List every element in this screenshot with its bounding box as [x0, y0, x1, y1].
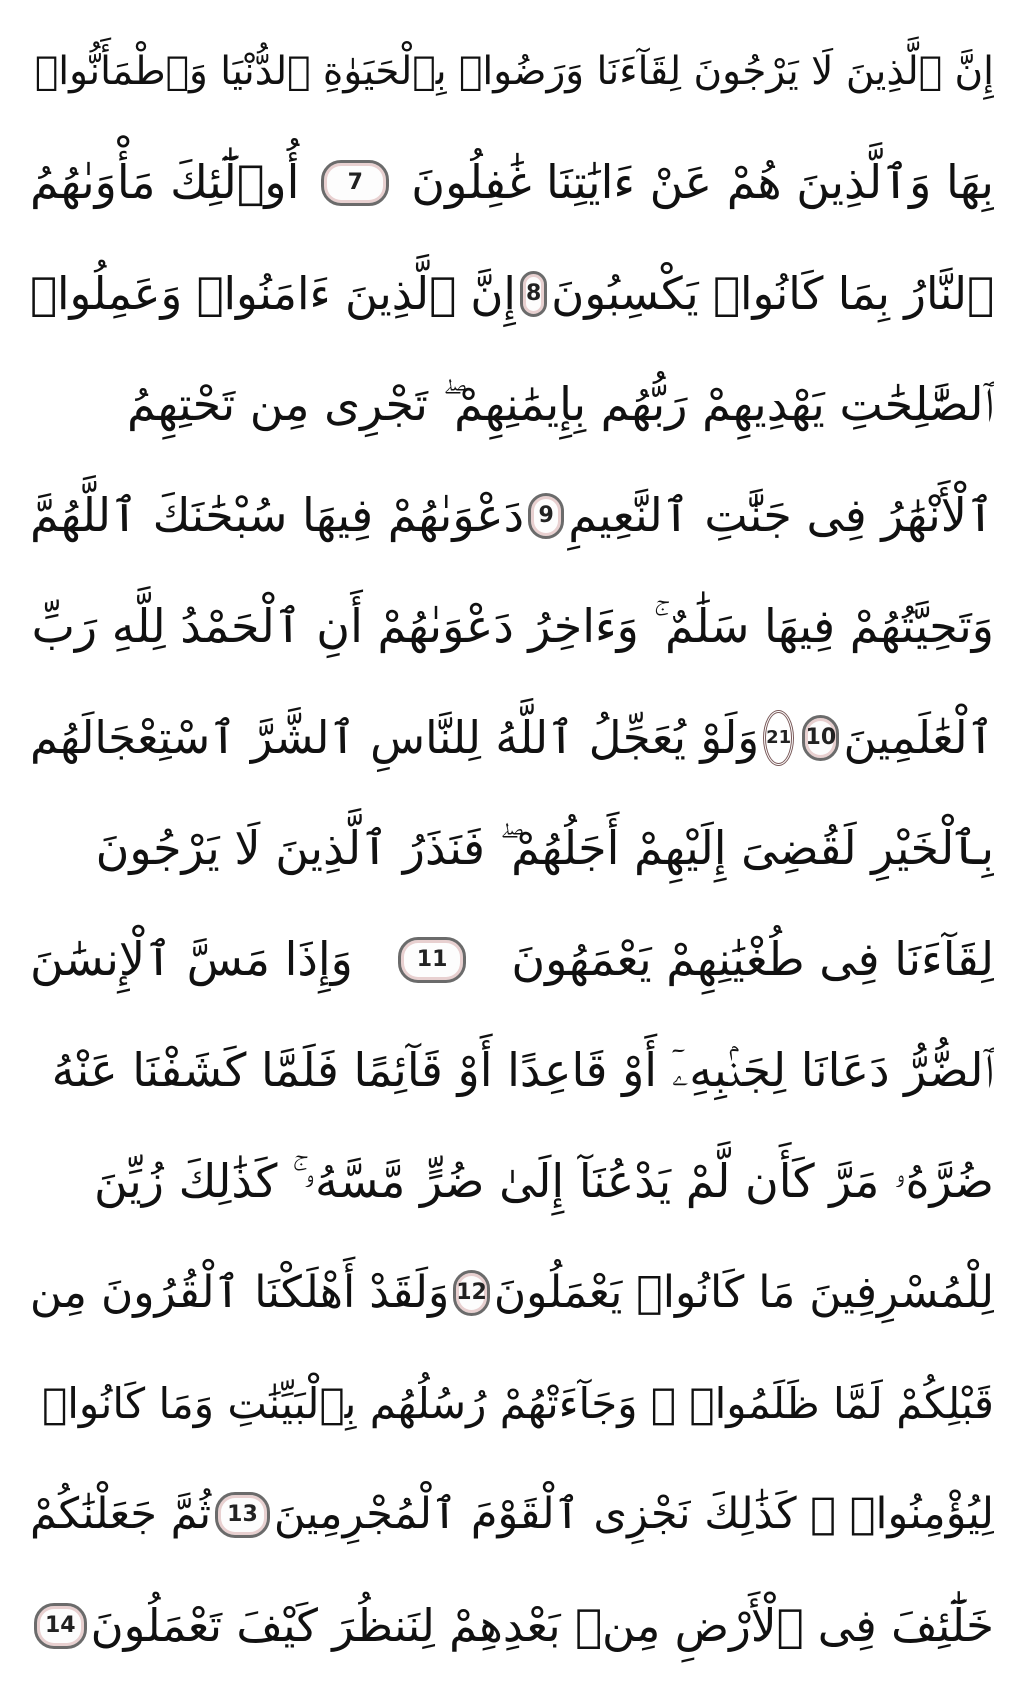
verse-text: إِنَّ ٱلَّذِينَ لَا يَرْجُونَ لِقَآءَنَا وَرَضُوا۟ بِٱلْحَيَوٰةِ ٱلدُّنْيَا وَٱطْمَأَنُّوا۟: [34, 49, 994, 94]
verse-text: وَلَوْ يُعَجِّلُ ٱللَّهُ لِلنَّاسِ ٱلشَّرَّ ٱسْتِعْجَالَهُم: [30, 711, 760, 764]
text-line-3: [30, 238, 994, 349]
verse-text: ثُمَّ جَعَلْنَٰكُمْ: [30, 1489, 212, 1539]
verse-text: لِقَآءَنَا فِى طُغْيَٰنِهِمْ يَعْمَهُونَ: [511, 932, 994, 986]
text-line-7: [30, 682, 994, 793]
text-line-13: [30, 1348, 994, 1459]
verse-text: ٱلضُّرُّ دَعَانَا لِجَنۢبِهِۦٓ أَوْ قَاعِدًا أَوْ قَآئِمًا فَلَمَّا كَشَفْنَا عَنْهُ: [51, 1043, 994, 1097]
ayah-number-marker: 8: [520, 271, 547, 317]
verse-text: إِنَّ ٱلَّذِينَ ءَامَنُوا۟ وَعَمِلُوا۟: [30, 267, 516, 320]
verse-text: وَلَقَدْ أَهْلَكْنَا ٱلْقُرُونَ مِن: [30, 1267, 450, 1318]
ayah-number-marker: 11: [398, 937, 466, 983]
ayah-number-marker: 10: [802, 715, 839, 761]
text-line-9: [30, 904, 994, 1015]
text-line-4: [30, 349, 994, 460]
text-line-15: [30, 1570, 994, 1681]
text-line-1: [30, 16, 994, 127]
verse-text: ٱلصَّٰلِحَٰتِ يَهْدِيهِمْ رَبُّهُم بِإِيمَٰنِهِمْ ۖ تَجْرِى مِن تَحْتِهِمُ: [126, 377, 994, 431]
verse-text: بِهَا وَٱلَّذِينَ هُمْ عَنْ ءَايَٰتِنَا غَٰفِلُونَ: [411, 155, 994, 209]
text-line-8: [30, 793, 994, 904]
verse-text: قَبْلِكُمْ لَمَّا ظَلَمُوا۟ ۙ وَجَآءَتْهُمْ رُسُلُهُم بِٱلْبَيِّنَٰتِ وَمَا كَانُوا۟: [42, 1379, 994, 1428]
verse-text: ٱلنَّارُ بِمَا كَانُوا۟ يَكْسِبُونَ: [551, 267, 994, 320]
verse-text: لِلْمُسْرِفِينَ مَا كَانُوا۟ يَعْمَلُونَ: [493, 1267, 994, 1318]
ayah-number-marker: 13: [215, 1492, 270, 1538]
verse-text: ٱلْأَنْهَٰرُ فِى جَنَّٰتِ ٱلنَّعِيمِ: [568, 488, 994, 542]
text-line-12: [30, 1237, 994, 1348]
verse-text: ٱلْعَٰلَمِينَ: [843, 711, 994, 764]
verse-text: لِيُؤْمِنُوا۟ ۚ كَذَٰلِكَ نَجْزِى ٱلْقَوْمَ ٱلْمُجْرِمِينَ: [273, 1489, 994, 1539]
text-line-2: [30, 127, 994, 238]
text-line-11: [30, 1126, 994, 1237]
verse-text: بِٱلْخَيْرِ لَقُضِىَ إِلَيْهِمْ أَجَلُهُمْ ۖ فَنَذَرُ ٱلَّذِينَ لَا يَرْجُونَ: [95, 821, 994, 875]
ayah-number-marker: 14: [34, 1603, 87, 1649]
verse-text: خَلَٰٓئِفَ فِى ٱلْأَرْضِ مِنۢ بَعْدِهِمْ لِنَنظُرَ كَيْفَ تَعْمَلُونَ: [90, 1599, 994, 1652]
ayah-number-marker: 9: [528, 493, 564, 539]
verse-text: أُو۟لَٰٓئِكَ مَأْوَىٰهُمُ: [30, 155, 300, 209]
hizb-marker-icon: 21: [763, 710, 794, 766]
ayah-number-marker: 7: [321, 160, 389, 206]
verse-text: وَإِذَا مَسَّ ٱلْإِنسَٰنَ: [30, 932, 353, 986]
text-line-6: [30, 571, 994, 682]
ayah-number-marker: 12: [453, 1270, 490, 1316]
verse-text: ضُرَّهُۥ مَرَّ كَأَن لَّمْ يَدْعُنَآ إِلَىٰ ضُرٍّ مَّسَّهُۥ ۚ كَذَٰلِكَ زُيِّنَ: [93, 1154, 994, 1208]
text-line-10: [30, 1015, 994, 1126]
verse-text: دَعْوَىٰهُمْ فِيهَا سُبْحَٰنَكَ ٱللَّهُمَّ: [30, 488, 525, 542]
text-line-5: [30, 460, 994, 571]
text-line-14: [30, 1459, 994, 1570]
verse-text: وَتَحِيَّتُهُمْ فِيهَا سَلَٰمٌ ۚ وَءَاخِرُ دَعْوَىٰهُمْ أَنِ ٱلْحَمْدُ لِلَّهِ رَبِّ: [31, 599, 994, 653]
